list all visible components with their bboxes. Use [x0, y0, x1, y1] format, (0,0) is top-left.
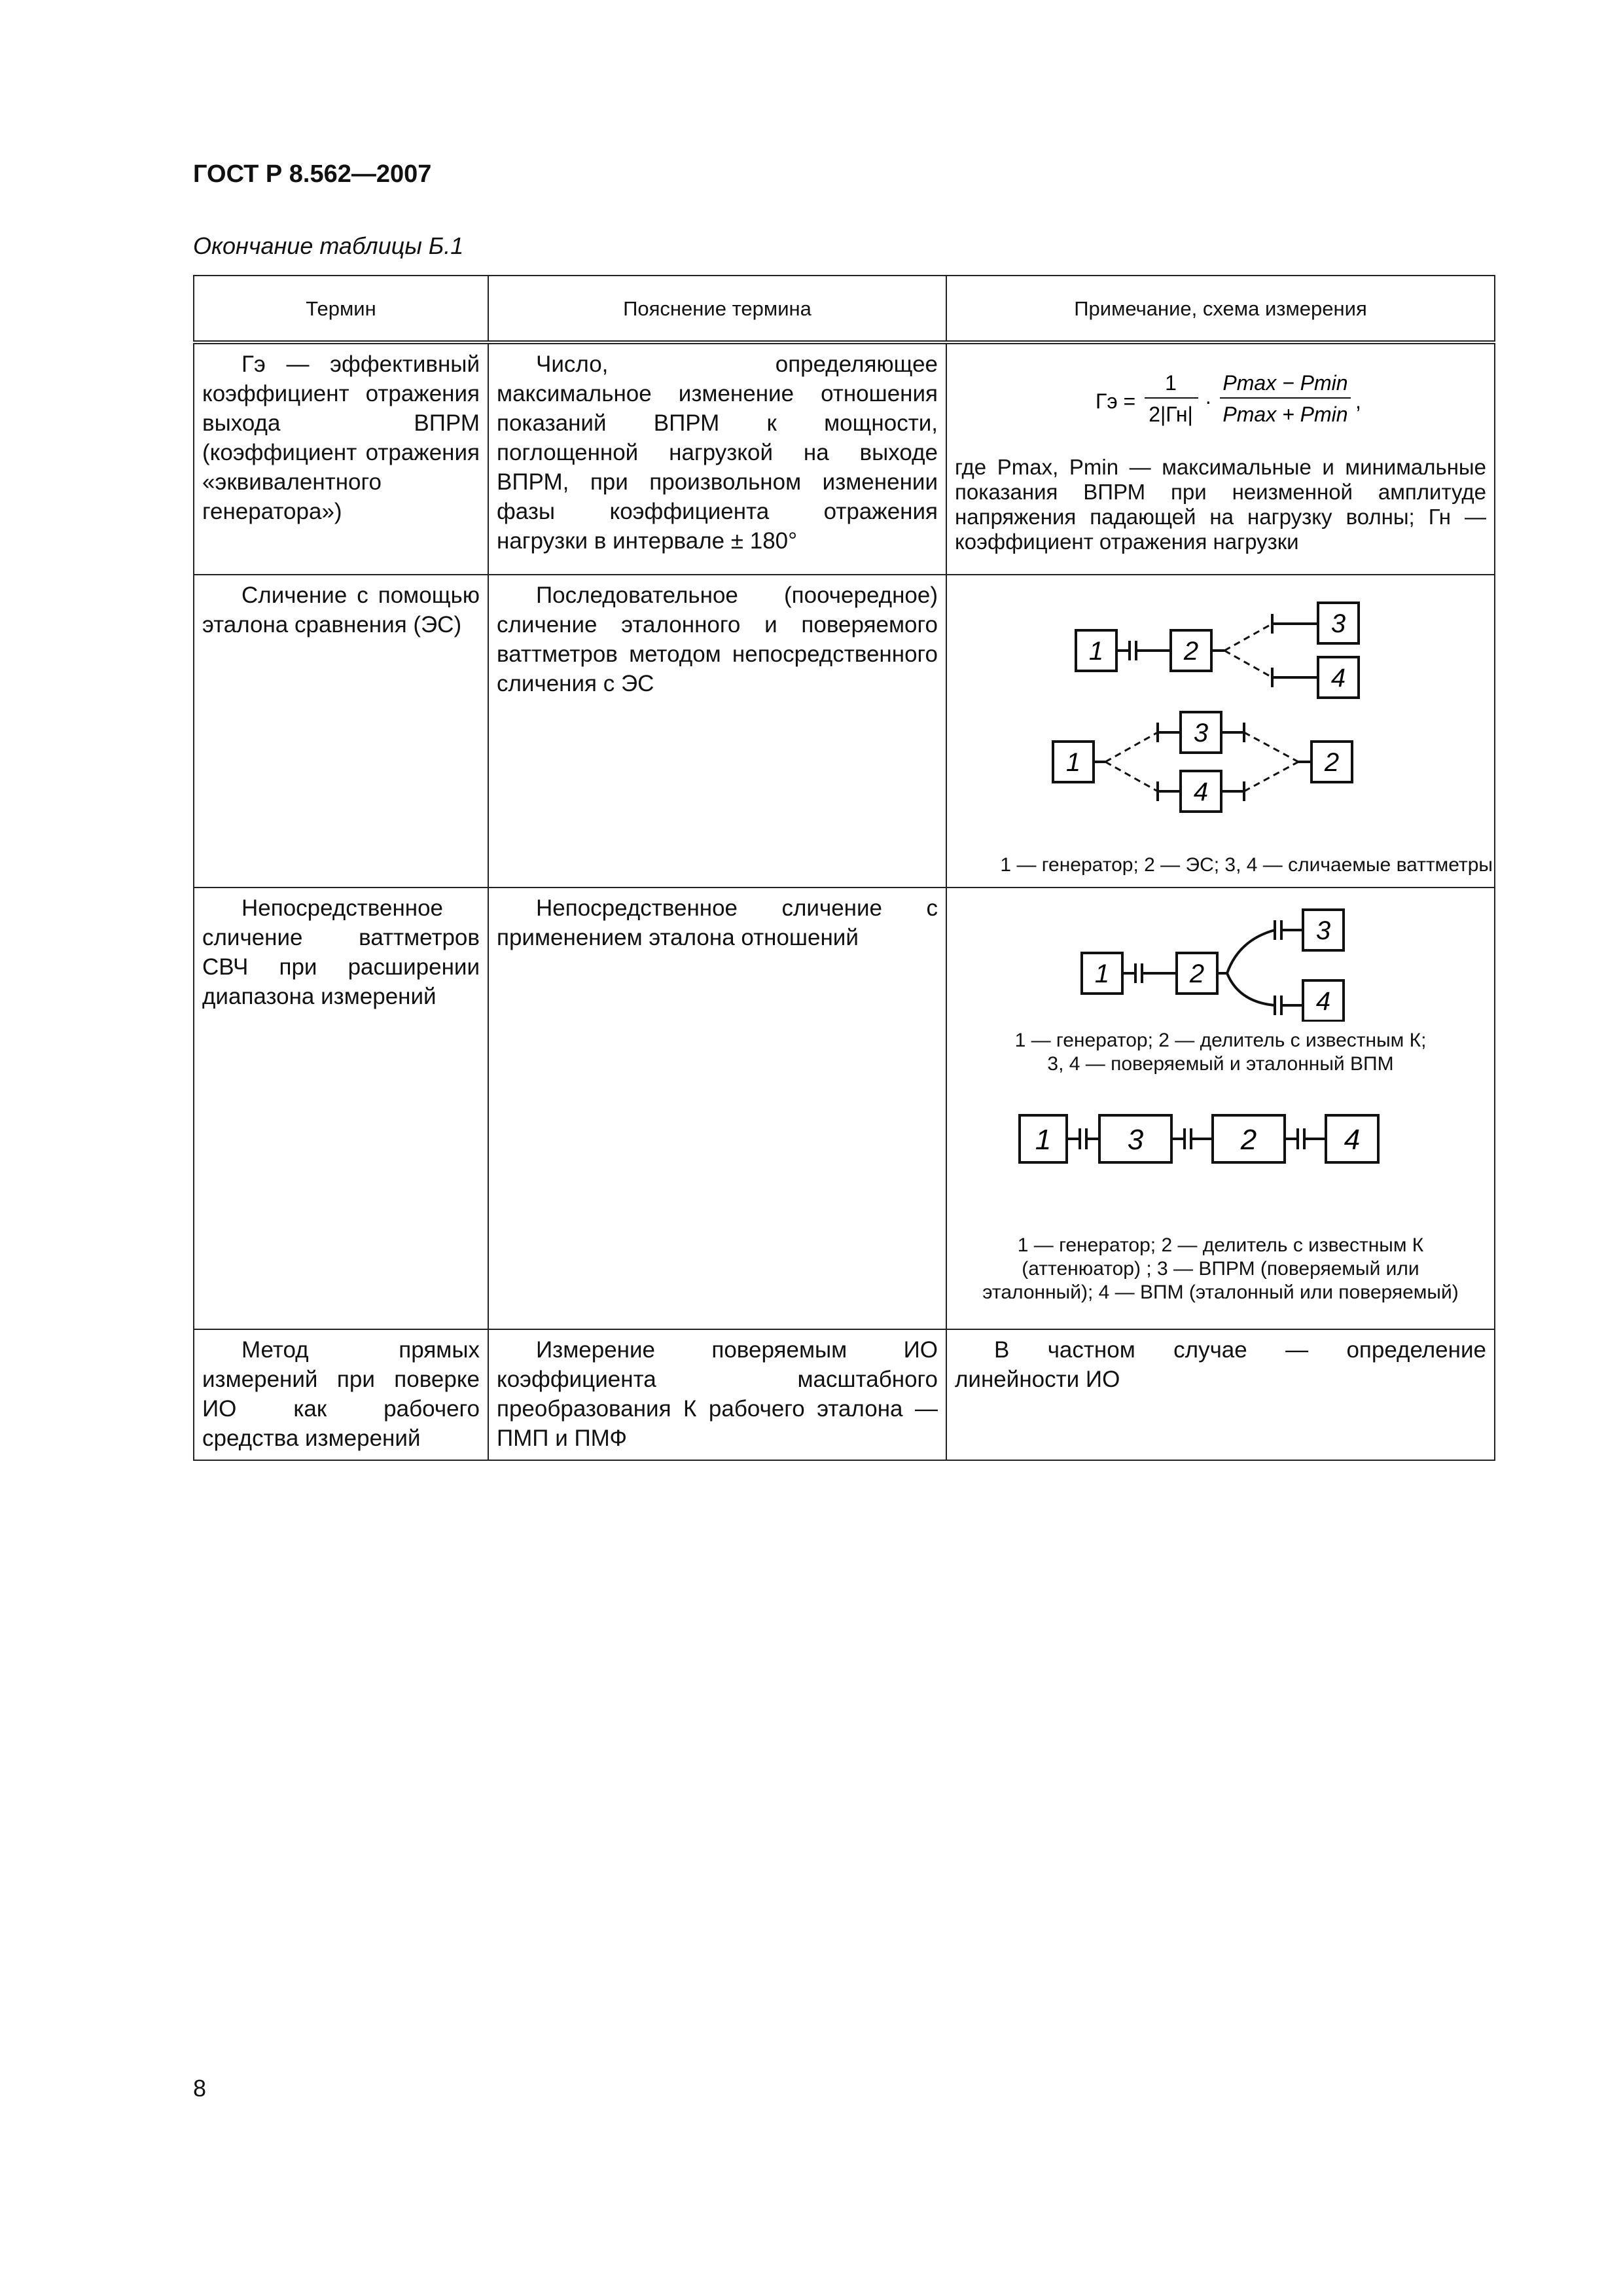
- block-label: 3: [1127, 1124, 1144, 1156]
- formula-comma: ,: [1355, 389, 1361, 413]
- gamma-formula: [955, 350, 1485, 448]
- block-label: 4: [1344, 1124, 1361, 1156]
- row1-explanation: Число, определяющее максимальное изменение отношения показаний ВПРМ к мощности, поглощенной нагрузкой на выходе ВПРМ, при произвольном изменении фазы коэффициента отражения нагрузки в интервале ± 180°: [488, 342, 946, 575]
- terms-table: [193, 275, 1495, 1461]
- block-label: 2: [1183, 637, 1199, 666]
- diagram-divider: [951, 891, 1489, 1022]
- row3-caption1-line1: 1 — генератор; 2 — делитель с известным К;: [1014, 1030, 1427, 1051]
- table-caption: Окончание таблицы Б.1: [193, 232, 464, 259]
- block-label: 4: [1330, 664, 1346, 692]
- table-row: [194, 1329, 1495, 1460]
- block-label: 3: [1330, 609, 1346, 638]
- row3-caption1-line2: 3, 4 — поверяемый и эталонный ВПМ: [1047, 1053, 1394, 1075]
- formula-numerator: Pmax − Pmin: [1222, 371, 1348, 395]
- block-label: 1: [1035, 1124, 1052, 1156]
- block-label: 2: [1189, 960, 1205, 988]
- row3-term: Непосредственное сличение ваттметров СВЧ при расширении диапазона измерений: [194, 888, 488, 1329]
- header-explanation: Пояснение термина: [488, 276, 946, 342]
- row3-caption2-line1: 1 — генератор; 2 — делитель с известным К: [1017, 1234, 1424, 1256]
- formula-denominator-expr: Pmax + Pmin: [1222, 403, 1348, 426]
- formula-one: 1: [1165, 371, 1177, 395]
- row4-term: Метод прямых измерений при поверке ИО как рабочего средства измерений: [194, 1329, 488, 1460]
- block-label: 1: [1088, 637, 1104, 666]
- block-label: 4: [1315, 987, 1331, 1016]
- table-row: [194, 342, 1495, 575]
- block-label: 1: [1094, 960, 1110, 988]
- formula-lhs: Гэ =: [1096, 389, 1136, 413]
- row2-term: Сличение с помощью эталона сравнения (ЭС): [194, 575, 488, 888]
- formula-denominator: 2|Гн|: [1149, 403, 1193, 426]
- header-note: Примечание, схема измерения: [946, 276, 1495, 342]
- block-label: 1: [1065, 748, 1081, 777]
- document-header: ГОСТ Р 8.562—2007: [193, 160, 432, 188]
- header-term: Термин: [194, 276, 488, 342]
- row1-note-cell: [946, 342, 1495, 575]
- table-row: [194, 888, 1495, 1329]
- block-label: 4: [1193, 778, 1209, 806]
- block-label: 3: [1193, 719, 1209, 747]
- row1-term: Гэ — эффективный коэффициент отражения выхода ВПРМ (коэффициент отражения «эквивалентного генератора»): [194, 342, 488, 575]
- block-label: 2: [1240, 1124, 1257, 1156]
- row2-explanation: Последовательное (поочередное) сличение эталонного и поверяемого ваттметров методом непосредственного сличения с ЭС: [488, 575, 946, 888]
- row1-note: где Pmax, Pmin — максимальные и минимальные показания ВПРМ при неизменной амплитуде напряжения падающей на нагрузку волны; Гн — коэффициент отражения нагрузки: [955, 455, 1486, 554]
- row3-caption2-line2: (аттенюатор) ; 3 — ВПРМ (поверяемый или: [1022, 1258, 1419, 1280]
- row4-explanation: Измерение поверяемым ИО коэффициента масштабного преобразования К рабочего эталона — ПМП и ПМФ: [488, 1329, 946, 1460]
- formula-dot: ·: [1205, 389, 1212, 413]
- block-label: 2: [1324, 748, 1340, 777]
- row4-note: В частном случае — определение линейности ИО: [946, 1329, 1495, 1460]
- table-row: [194, 575, 1495, 888]
- row3-caption2-line3: эталонный); 4 — ВПМ (эталонный или поверяемый): [982, 1282, 1459, 1303]
- row3-explanation: Непосредственное сличение с применением эталона отношений: [488, 888, 946, 1329]
- block-label: 3: [1315, 916, 1331, 945]
- diagram-chain: [951, 1076, 1489, 1227]
- table-header-row: [194, 276, 1495, 342]
- diagram-es-comparison: [948, 578, 1494, 846]
- row2-note-cell: [946, 575, 1495, 888]
- row2-caption: 1 — генератор; 2 — ЭС; 3, 4 — сличаемые ваттметры: [1000, 854, 1493, 876]
- row3-note-cell: [946, 888, 1495, 1329]
- page-number: 8: [193, 2075, 207, 2102]
